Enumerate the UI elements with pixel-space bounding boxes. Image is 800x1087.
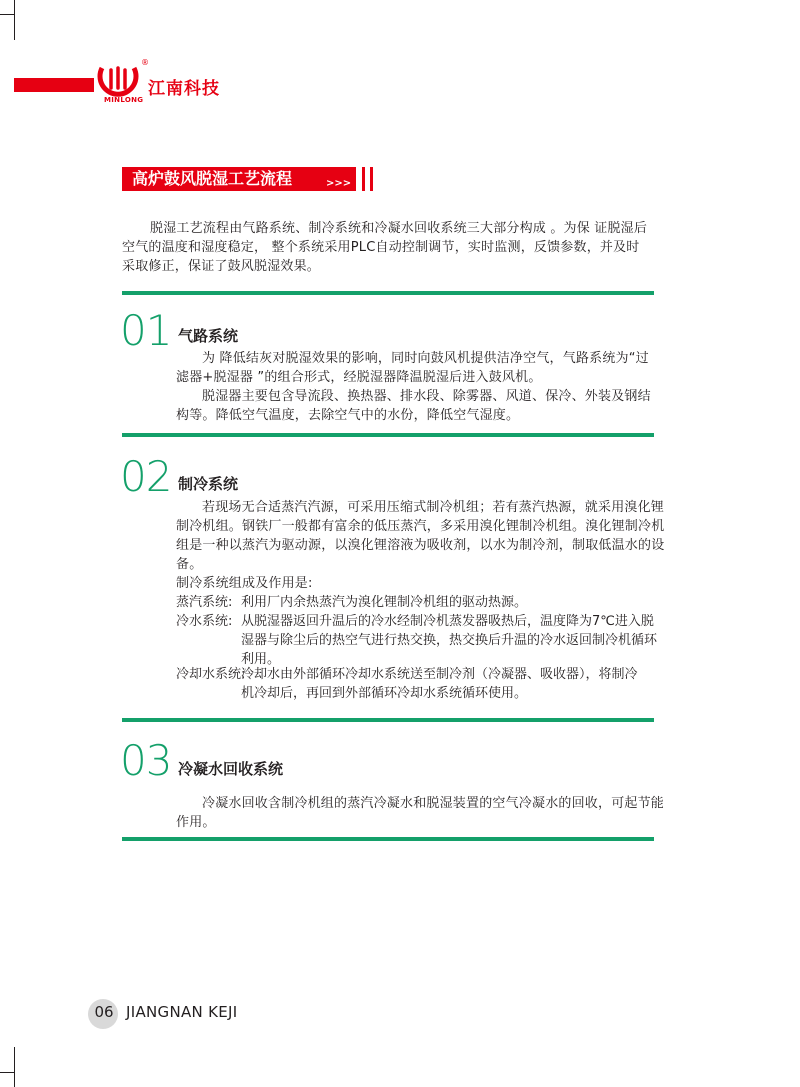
crop-mark — [0, 1072, 14, 1073]
item-line: 从脱湿器返回升温后的冷水经制冷机蒸发器吸热后，温度降为7℃进入脱 — [241, 614, 654, 629]
header-accent-bar — [14, 78, 94, 92]
list-item — [176, 593, 666, 612]
section-line: 冷凝水回收含制冷机组的蒸汽冷凝水和脱湿装置的空气冷凝水的回收，可起节能 — [202, 796, 665, 811]
item-label: 蒸汽系统: — [176, 595, 233, 610]
section-line: 制冷机组。钢铁厂一般都有富余的低压蒸汽，多采用溴化锂制冷机组。溴化锂制冷机 — [176, 519, 665, 534]
section-line: 制冷系统组成及作用是: — [176, 576, 313, 591]
item-body — [241, 665, 638, 703]
title-arrows: >>> — [326, 178, 352, 189]
title-divider-bar — [370, 167, 373, 191]
section-line: 备。 — [176, 557, 203, 572]
item-label: 冷水系统: — [176, 614, 233, 629]
section-body — [176, 349, 666, 425]
section-title: 气路系统 — [178, 327, 239, 345]
crop-mark — [14, 1047, 15, 1087]
section-divider — [122, 433, 654, 437]
page-title-text: 高炉鼓风脱湿工艺流程 — [132, 169, 293, 188]
section-divider — [122, 718, 654, 722]
section-line: 作用。 — [176, 815, 216, 830]
section-number: 02 — [120, 452, 172, 501]
page-title — [122, 167, 356, 191]
registered-mark: ® — [141, 58, 149, 67]
item-line: 利用厂内余热蒸汽为溴化锂制冷机组的驱动热源。 — [241, 595, 528, 610]
section-body — [176, 498, 666, 593]
section-line: 若现场无合适蒸汽汽源，可采用压缩式制冷机组；若有蒸汽热源，就采用溴化锂 — [202, 500, 665, 515]
footer-text: JIANGNAN KEJI — [126, 1003, 238, 1021]
section-line: 滤器+脱湿器 ”的组合形式，经脱湿器降温脱湿后进入鼓风机。 — [176, 370, 542, 385]
section-line: 构等。降低空气温度，去除空气中的水份，降低空气湿度。 — [176, 408, 520, 423]
section-number: 03 — [120, 736, 172, 785]
intro-line: 采取修正，保证了鼓风脱湿效果。 — [122, 259, 321, 274]
crop-mark — [14, 0, 15, 40]
title-divider-bar — [362, 167, 365, 191]
item-line: 湿器与除尘后的热空气进行热交换，热交换后升温的冷水返回制冷机循环 — [241, 633, 658, 648]
section-line: 组是一种以蒸汽为驱动源，以溴化锂溶液为吸收剂，以水为制冷剂，制取低温水的设 — [176, 538, 665, 553]
item-line: 机冷却后，再回到外部循环冷却水系统循环使用。 — [241, 686, 528, 701]
page-number: 06 — [94, 1003, 114, 1021]
intro-line: 脱湿工艺流程由气路系统、制冷系统和冷凝水回收系统三大部分构成 。为保 证脱湿后 — [150, 221, 648, 236]
item-label: 冷却水系统: — [176, 667, 246, 682]
intro-paragraph — [122, 219, 662, 276]
intro-line: 空气的温度和湿度稳定， 整个系统采用PLC自动控制调节，实时监测，反馈参数，并及时 — [122, 240, 640, 255]
item-line: 利用。 — [241, 652, 281, 667]
crop-mark — [0, 14, 14, 15]
section-line: 脱湿器主要包含导流段、换热器、排水段、除雾器、风道、保冷、外装及钢结 — [202, 389, 651, 404]
list-item — [176, 665, 666, 703]
section-line: 为 降低结灰对脱湿效果的影响，同时向鼓风机提供洁净空气，气路系统为“过 — [202, 351, 649, 366]
section-body — [176, 794, 676, 832]
list-item — [176, 612, 666, 669]
section-number: 01 — [120, 306, 172, 355]
company-name: 江南科技 — [148, 79, 220, 99]
item-line: 冷却水由外部循环冷却水系统送至制冷剂（冷凝器、吸收器），将制冷 — [241, 667, 638, 682]
item-body — [241, 593, 527, 612]
item-body — [241, 612, 657, 669]
section-divider — [122, 837, 654, 841]
section-title: 制冷系统 — [178, 475, 239, 493]
section-divider — [122, 291, 654, 295]
logo-wordmark: MINLONG — [104, 96, 144, 104]
section-title: 冷凝水回收系统 — [178, 760, 284, 778]
